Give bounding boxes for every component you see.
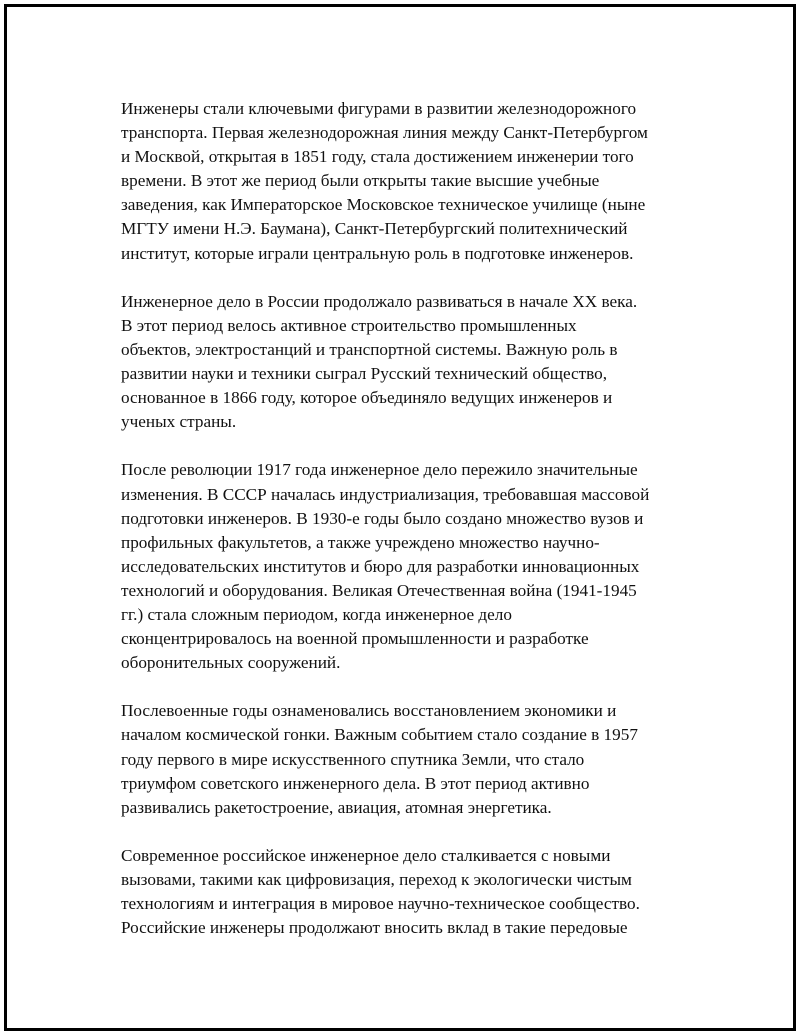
document-body xyxy=(121,97,691,964)
text-line: технологий и оборудования. Великая Отечественная война (1941-1945 xyxy=(121,580,637,600)
text-line: подготовки инженеров. В 1930-е годы было создано множество вузов и xyxy=(121,508,644,528)
text-line: гг.) стала сложным периодом, когда инженерное дело xyxy=(121,604,512,624)
text-line: и Москвой, открытая в 1851 году, стала достижением инженерии того xyxy=(121,147,634,167)
text-line: времени. В этот же период были открыты такие высшие учебные xyxy=(121,171,600,191)
document-page xyxy=(4,4,796,1031)
text-line: оборонительных сооружений. xyxy=(121,653,341,673)
paragraph-early-20th-century xyxy=(121,290,691,435)
text-line: изменения. В СССР началась индустриализация, требовавшая массовой xyxy=(121,484,650,504)
text-line: технологиям и интеграция в мировое научно-техническое сообщество. xyxy=(121,894,640,914)
text-line: Инженеры стали ключевыми фигурами в развитии железнодорожного xyxy=(121,99,637,118)
text-line: После революции 1917 года инженерное дело пережило значительные xyxy=(121,460,638,480)
text-line: триумфом советского инженерного дела. В этот период активно xyxy=(121,773,590,793)
text-line: заведения, как Императорское Московское техническое училище (ныне xyxy=(121,195,646,215)
text-line: Послевоенные годы ознаменовались восстановлением экономики и xyxy=(121,701,617,721)
text-line: вызовами, такими как цифровизация, переход к экологически чистым xyxy=(121,870,632,889)
text-line: Российские инженеры продолжают вносить вклад в такие передовые xyxy=(121,918,628,938)
text-line: году первого в мире искусственного спутника Земли, что стало xyxy=(121,749,585,769)
text-line: Инженерное дело в России продолжало развиваться в начале XX века. xyxy=(121,291,638,311)
text-line: ученых страны. xyxy=(121,412,237,432)
text-line: развивались ракетостроение, авиация, атомная энергетика. xyxy=(121,797,552,817)
paragraph-soviet-industrialization xyxy=(121,458,691,675)
text-line: исследовательских институтов и бюро для разработки инновационных xyxy=(121,556,640,576)
text-line: транспорта. Первая железнодорожная линия между Санкт-Петербургом xyxy=(121,123,648,143)
text-line: Современное российское инженерное дело сталкивается с новыми xyxy=(121,845,611,865)
text-line: сконцентрировалось на военной промышленности и разработке xyxy=(121,629,589,649)
text-line: объектов, электростанций и транспортной системы. Важную роль в xyxy=(121,339,618,359)
paragraph-railway-engineering xyxy=(121,97,691,266)
text-line: профильных факультетов, а также учреждено множество научно- xyxy=(121,532,600,552)
paragraph-postwar-space-race xyxy=(121,699,691,819)
text-line: началом космической гонки. Важным событием стало создание в 1957 xyxy=(121,725,638,745)
paragraph-modern-engineering xyxy=(121,844,691,940)
text-line: МГТУ имени Н.Э. Баумана), Санкт-Петербургский политехнический xyxy=(121,219,628,239)
text-line: институт, которые играли центральную роль в подготовке инженеров. xyxy=(121,243,634,263)
text-line: В этот период велось активное строительство промышленных xyxy=(121,315,577,335)
text-line: развитии науки и техники сыграл Русский технический общество, xyxy=(121,364,608,384)
text-line: основанное в 1866 году, которое объединяло ведущих инженеров и xyxy=(121,388,613,408)
